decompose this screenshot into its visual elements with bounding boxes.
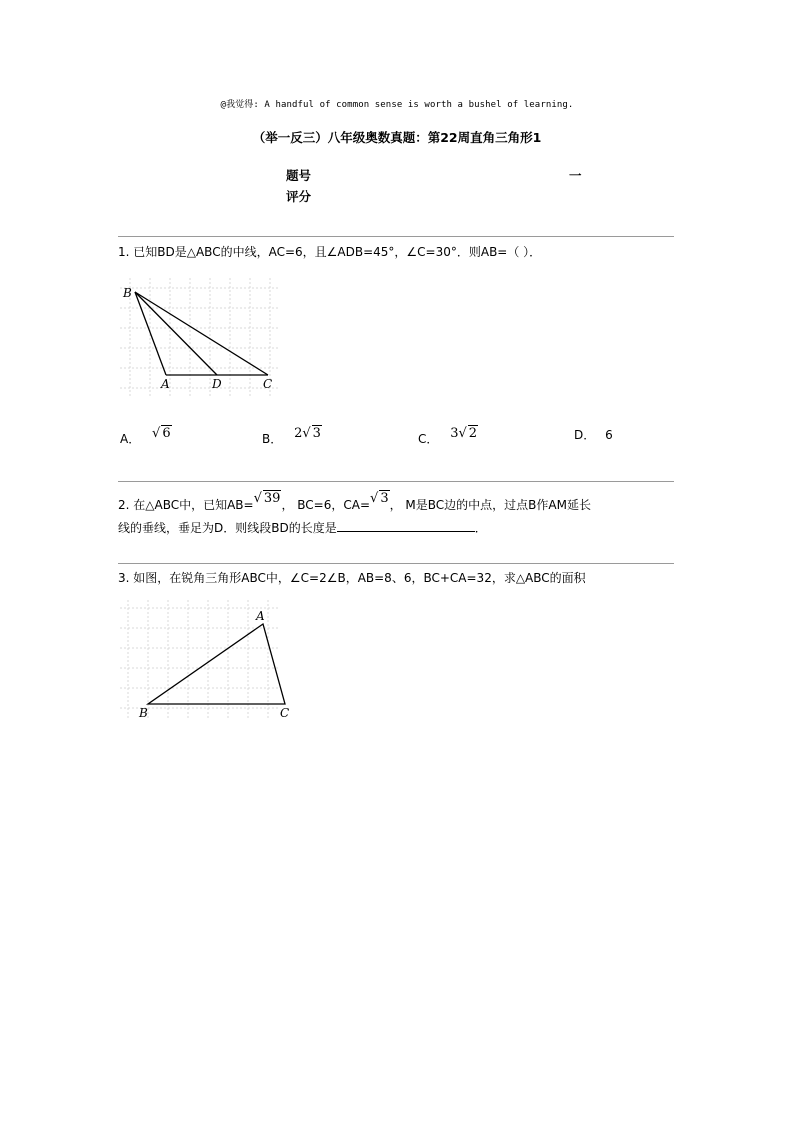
q1-label-A: A — [161, 377, 170, 391]
option-c[interactable] — [418, 426, 478, 447]
divider-1 — [118, 236, 674, 237]
motto-header: @我觉得: A handful of common sense is worth a bushel of learning. — [220, 100, 574, 110]
q2-ca-value: √ 3 — [370, 491, 389, 506]
option-b[interactable] — [262, 426, 322, 447]
question-1-figure — [120, 278, 280, 398]
option-a[interactable] — [120, 426, 172, 447]
option-a-letter: A． — [120, 432, 141, 446]
score-table-row2: 评分 — [286, 189, 312, 204]
score-table-col1: 一 — [569, 168, 582, 183]
option-c-letter: C． — [418, 432, 439, 446]
option-d-letter: D． — [574, 428, 596, 442]
q1-label-D: D — [212, 377, 222, 391]
option-d[interactable] — [574, 426, 613, 443]
option-b-letter: B． — [262, 432, 283, 446]
q3-label-A: A — [256, 609, 265, 623]
q1-label-B: B — [123, 286, 132, 300]
question-3-figure — [120, 600, 300, 725]
option-c-value: 3√ 2 — [450, 426, 478, 441]
option-a-value: √ 6 — [152, 426, 171, 441]
q1-label-C: C — [263, 377, 273, 391]
answer-blank[interactable] — [337, 519, 475, 532]
divider-2 — [118, 481, 674, 482]
question-3-text: 3. 如图，在锐角三角形ABC中，∠C=2∠B，AB=8、6，BC+CA=32，求△ABC的面积 — [118, 571, 586, 585]
option-b-value: 2√ 3 — [294, 426, 321, 441]
divider-3 — [118, 563, 674, 564]
question-1-text: 1. 已知BD是△ABC的中线，AC=6，且∠ADB=45°，∠C=30°．则AB=（ ）． — [118, 245, 542, 259]
q3-label-C: C — [280, 706, 290, 720]
score-table-row1: 题号 — [286, 168, 312, 183]
question-2-text: 2. 在△ABC中，已知AB=√ 39， BC=6，CA=√ 3， M是BC边的中点，过点B作AM延长 线的垂线，垂足为D．则线段BD的长度是 ． — [118, 494, 678, 539]
q2-ab-value: √ 39 — [253, 491, 281, 506]
q3-label-B: B — [139, 706, 148, 720]
option-d-value: 6 — [605, 428, 613, 442]
page-title: （举一反三）八年级奥数真题：第22周直角三角形1 — [252, 130, 542, 145]
